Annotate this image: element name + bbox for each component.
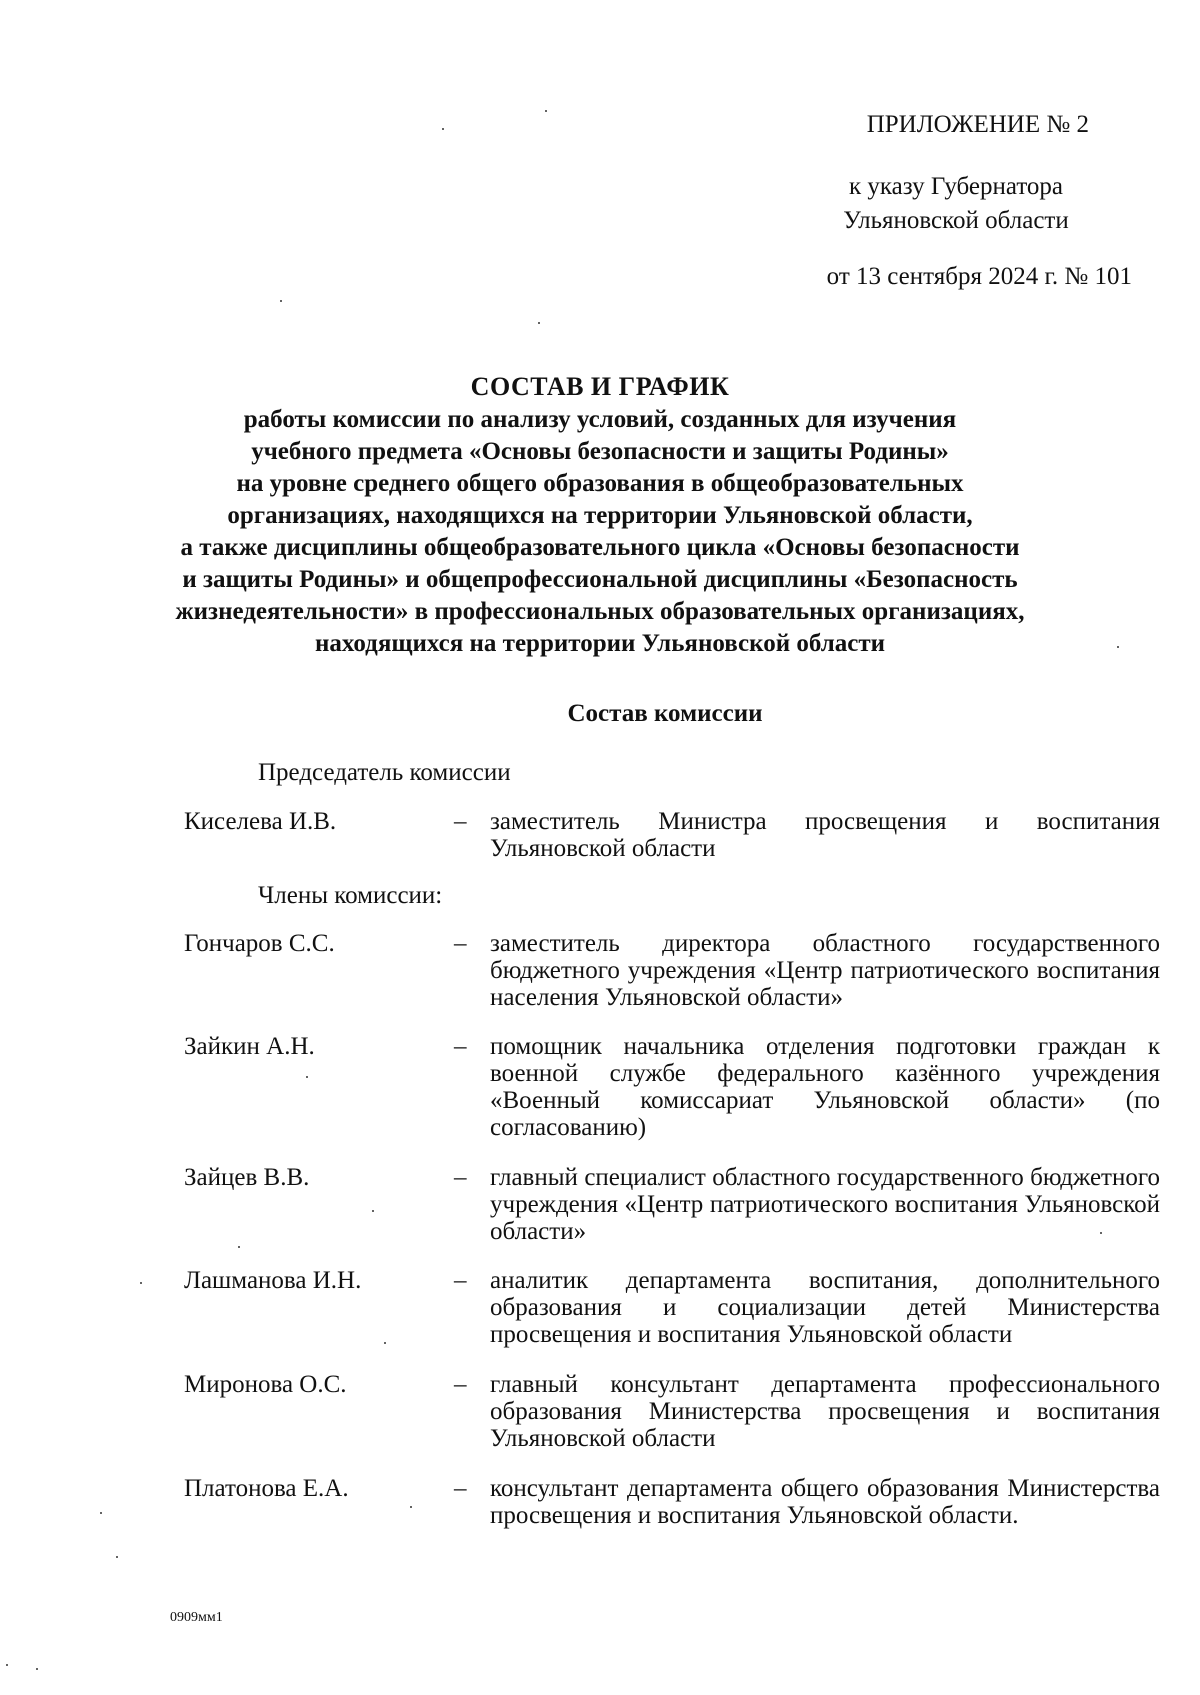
title-line: а также дисциплины общеобразовательного цикла «Основы безопасности	[180, 534, 1020, 561]
decree-reference	[829, 170, 1083, 238]
appendix-header	[689, 108, 1132, 294]
section-title: Состав комиссии	[567, 700, 763, 727]
document-title	[150, 370, 1050, 660]
title-line: и защиты Родины» и общепрофессиональной дисциплины «Безопасность	[182, 566, 1018, 593]
scan-speck	[1100, 1232, 1102, 1234]
member-dash: –	[454, 1033, 467, 1060]
member-name: Зайцев В.В.	[184, 1164, 310, 1191]
member-description: консультант департамента общего образования Министерства просвещения и воспитания Ульяновской области.	[490, 1475, 1160, 1529]
scan-speck	[545, 110, 547, 112]
member-dash: –	[454, 930, 467, 957]
title-line: учебного предмета «Основы безопасности и защиты Родины»	[251, 438, 949, 465]
scan-speck	[100, 1512, 102, 1514]
member-entry	[184, 1164, 1160, 1245]
appendix-number: ПРИЛОЖЕНИЕ № 2	[866, 111, 1089, 138]
member-dash: –	[454, 808, 467, 835]
member-description: помощник начальника отделения подготовки граждан к военной службе федерального казённого учреждения «Военный комиссариат Ульяновской области» (по согласованию)	[490, 1033, 1160, 1141]
scan-speck	[372, 1210, 374, 1212]
scan-speck	[238, 1246, 240, 1248]
member-description: заместитель Министра просвещения и воспитания Ульяновской области	[490, 808, 1160, 862]
scan-speck	[410, 1506, 412, 1508]
title-line: находящихся на территории Ульяновской области	[314, 630, 886, 657]
member-entry	[184, 1267, 1160, 1348]
member-name: Миронова О.С.	[184, 1371, 347, 1398]
scan-speck	[1117, 646, 1119, 648]
member-description: главный специалист областного государственного бюджетного учреждения «Центр патриотического воспитания Ульяновской области»	[490, 1164, 1160, 1245]
member-entry	[184, 1475, 1160, 1529]
member-dash: –	[454, 1371, 467, 1398]
scan-speck	[116, 1556, 118, 1558]
members-label: Члены комиссии:	[258, 882, 443, 909]
member-name: Зайкин А.Н.	[184, 1033, 315, 1060]
title-line: на уровне среднего общего образования в общеобразовательных	[236, 470, 964, 497]
member-description: заместитель директора областного государственного бюджетного учреждения «Центр патриотического воспитания населения Ульяновской области»	[490, 930, 1160, 1011]
scan-speck	[384, 1342, 386, 1344]
title-main: СОСТАВ И ГРАФИК	[470, 372, 730, 401]
chair-label: Председатель комиссии	[258, 759, 511, 786]
member-entry	[184, 1371, 1160, 1452]
decree-date: от 13 сентября 2024 г. № 101	[826, 263, 1132, 290]
member-name: Гончаров С.С.	[184, 930, 335, 957]
scan-speck	[6, 1664, 8, 1666]
scan-speck	[280, 300, 282, 302]
decree-line-2: Ульяновской области	[843, 207, 1069, 234]
scan-speck	[306, 1076, 308, 1078]
chair-entry	[184, 808, 1160, 862]
scan-speck	[538, 322, 540, 324]
title-line: работы комиссии по анализу условий, созданных для изучения	[243, 406, 957, 433]
member-entry	[184, 1033, 1160, 1141]
footer-code: 0909мм1	[170, 1610, 223, 1625]
decree-line-1: к указу Губернатора	[848, 173, 1064, 200]
scan-speck	[36, 1668, 38, 1670]
member-name: Лашманова И.Н.	[184, 1267, 362, 1294]
scan-speck	[442, 128, 444, 130]
member-dash: –	[454, 1475, 467, 1502]
member-dash: –	[454, 1267, 467, 1294]
member-name: Киселева И.В.	[184, 808, 337, 835]
scan-speck	[140, 1282, 142, 1284]
member-description: главный консультант департамента профессионального образования Министерства просвещения и воспитания Ульяновской области	[490, 1371, 1160, 1452]
member-dash: –	[454, 1164, 467, 1191]
member-name: Платонова Е.А.	[184, 1475, 349, 1502]
member-description: аналитик департамента воспитания, дополнительного образования и социализации детей Министерства просвещения и воспитания Ульяновской области	[490, 1267, 1160, 1348]
title-line: организациях, находящихся на территории Ульяновской области,	[227, 502, 973, 529]
member-entry	[184, 930, 1160, 1011]
title-line: жизнедеятельности» в профессиональных образовательных организациях,	[175, 598, 1025, 625]
